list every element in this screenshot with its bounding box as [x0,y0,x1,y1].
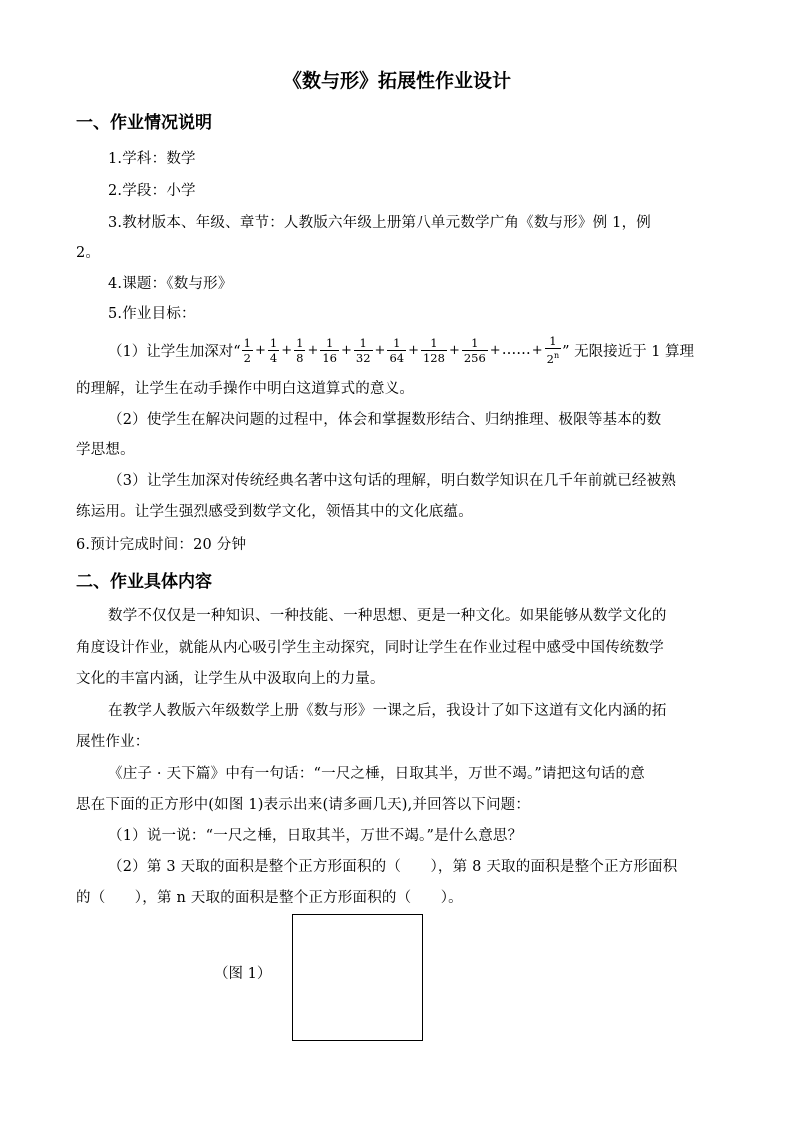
fraction-last [545,334,561,366]
fraction-numerator: 1 [243,335,251,350]
goal1-line2: 的理解，让学生在动手操作中明白这道算式的意义。 [76,381,415,397]
denominator-base: 2 [546,351,554,366]
fraction-numerator: 1 [269,335,278,350]
exponent: n [553,351,560,361]
item-topic: 4.课题：《数与形》 [108,276,233,292]
para1-line3: 文化的丰富内涵，让学生从中汲取向上的力量。 [76,671,385,687]
fraction-numerator: 1 [326,335,334,350]
para1-line1: 数学不仅仅是一种知识、一种技能、一种思想、更是一种文化。如果能够从数学文化的 [108,608,667,624]
plus-sign: + [254,343,266,358]
goal2-line1: （2）使学生在解决问题的过程中，体会和掌握数形结合、归纳推理、极限等基本的数 [108,412,662,428]
fraction-denominator: 256 [463,350,486,365]
fraction-numerator: 1 [430,335,438,350]
item-textbook-line2: 2。 [76,245,101,261]
fraction-denominator: 32 [355,350,371,365]
para2-line2: 展性作业： [76,734,150,750]
fraction-denominator: 8 [296,350,304,365]
fraction-denominator: 2 [243,350,251,365]
goal2-line2: 学思想。 [76,442,135,458]
plus-sign: + [374,343,386,358]
figure-square [292,914,423,1041]
goal3-line1: （3）让学生加深对传统经典名著中这句话的理解，明白数学知识在几千年前就已经被熟 [108,473,677,489]
item-stage: 2.学段：小学 [108,183,196,199]
plus-sign: + [489,342,501,358]
item-time: 6.预计完成时间：20 分钟 [76,537,247,553]
fraction-denominator: 16 [322,350,337,365]
para3-line1: 《庄子 · 天下篇》中有一句话：“一尺之棰，日取其半，万世不竭。”请把这句话的意 [108,766,645,782]
plus-sign: + [408,343,419,358]
ellipsis: …… [501,342,531,358]
fraction-numerator: 1 [549,334,557,349]
fraction [354,336,373,365]
section2-heading: 二、作业具体内容 [76,572,212,592]
fraction-denominator: 64 [389,350,405,365]
fraction-denominator [545,348,561,366]
goal1-suffix: ” 无限接近于 1 算理 [562,343,695,360]
para2-line1: 在教学人教版六年级数学上册《数与形》一课之后，我设计了如下这道有文化内涵的拓 [108,703,667,719]
section1-heading: 一、作业情况说明 [76,113,212,133]
para1-line2: 角度设计作业，就能从内心吸引学生主动探究，同时让学生在作业过程中感受中国传统数学 [76,640,664,656]
plus-sign: + [448,343,460,358]
item-textbook-line1: 3.教材版本、年级、章节：人教版六年级上册第八单元数学广角《数与形》例 1，例 [108,215,651,231]
item-goals: 5.作业目标： [108,306,196,322]
goal3-line2: 练运用。让学生强烈感受到数学文化，领悟其中的文化底蕴。 [76,504,473,520]
plus-sign: + [340,343,352,358]
fraction-numerator: 1 [471,335,479,350]
fraction-numerator: 1 [393,335,401,350]
fraction-denominator: 4 [269,350,278,365]
question2-line1: （2）第 3 天取的面积是整个正方形面积的（ ），第 8 天取的面积是整个正方形面积 [108,859,678,875]
fraction [421,336,447,365]
figure-label: （图 1） [214,966,272,982]
fraction [294,336,305,365]
fraction-numerator: 1 [359,335,367,350]
fraction [387,336,406,365]
fraction-series [241,336,489,365]
plus-sign: + [531,342,543,358]
plus-sign: + [307,343,319,358]
fraction [320,336,339,365]
fraction [242,336,253,365]
goal1-formula-line [108,328,694,372]
question1: （1）说一说：“一尺之棰，日取其半，万世不竭。”是什么意思？ [108,828,523,844]
question2-line2: 的（ ），第 n 天取的面积是整个正方形面积的（ ）。 [76,890,463,906]
para3-line2: 思在下面的正方形中(如图 1)表示出来(请多画几天),并回答以下问题： [76,797,531,813]
fraction-denominator: 128 [422,350,445,365]
goal1-prefix: （1）让学生加深对“ [108,343,241,360]
fraction [268,336,279,365]
fraction-numerator: 1 [296,335,304,350]
item-subject: 1.学科：数学 [108,151,196,167]
fraction [462,336,488,365]
document-title: 《数与形》拓展性作业设计 [282,70,511,92]
plus-sign: + [281,343,293,358]
